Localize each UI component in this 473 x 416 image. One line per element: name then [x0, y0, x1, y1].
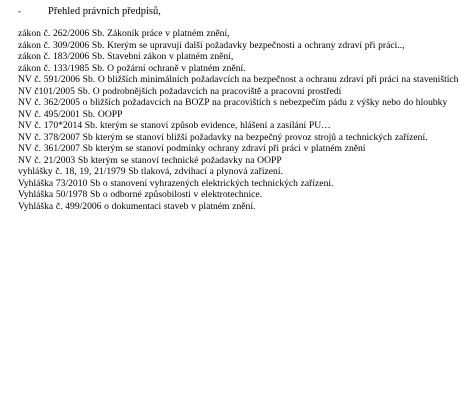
- regulation-item: NV č. 378/2007 Sb kterým se stanoví bližší požadavky na bezpečný provoz strojů a technických zařízení.: [18, 131, 428, 143]
- regulation-list: [18, 28, 464, 212]
- regulation-item: Vyhláška 50/1978 Sb o odborné způsobilosti v elektrotechnice.: [18, 189, 263, 200]
- document-heading: [18, 6, 464, 28]
- bullet-marker: -: [18, 6, 21, 16]
- regulation-item: Vyhláška 73/2010 Sb o stanovení vyhrazených elektrických technických zařízení.: [18, 177, 334, 189]
- regulation-item: zákon č. 309/2006 Sb. Kterým se upravují další požadavky bezpečnosti a ochrany zdraví při práci..,: [18, 39, 405, 51]
- regulation-item: NV č101/2005 Sb. O podrobnějších požadavcích na pracoviště a pracovní prostředí: [18, 85, 342, 97]
- regulation-item: vyhlášky č. 18, 19, 21/1979 Sb tlaková, zdvihací a plynová zařízení.: [18, 166, 283, 177]
- regulation-item: NV č. 495/2001 Sb. OOPP: [18, 108, 123, 120]
- regulation-item: NV č. 362/2005 o bližších požadavcích na BOZP na pracovištích s nebezpečím pádu z výšky nebo do hloubky: [18, 97, 448, 108]
- regulation-item: zákon č. 133/1985 Sb. O požární ochraně v platném znění.: [18, 62, 246, 74]
- regulation-item: zákon č. 183/2006 Sb. Stavební zákon v platném znění,: [18, 51, 234, 62]
- regulation-item: Vyhláška č. 499/2006 o dokumentaci staveb v platném znění.: [18, 200, 256, 212]
- regulation-item: NV č. 170*2014 Sb. kterým se stanoví způsob evidence, hlášení a zasílání PU…: [18, 120, 331, 131]
- regulation-item: NV č. 591/2006 Sb. O bližších minimálních požadavcích na bezpečnost a ochranu zdraví při práci na staveništích: [18, 74, 459, 85]
- regulation-item: zákon č. 262/2006 Sb. Zákoník práce v platném znění,: [18, 28, 230, 39]
- regulation-item: NV č. 21/2003 Sb kterým se stanoví technické požadavky na OOPP: [18, 154, 282, 166]
- heading-title: Přehled právních předpisů,: [48, 6, 161, 17]
- regulation-item: NV č. 361/2007 Sb kterým se stanoví podmínky ochrany zdraví při práci v platném znění: [18, 143, 366, 154]
- document-body: [18, 6, 464, 212]
